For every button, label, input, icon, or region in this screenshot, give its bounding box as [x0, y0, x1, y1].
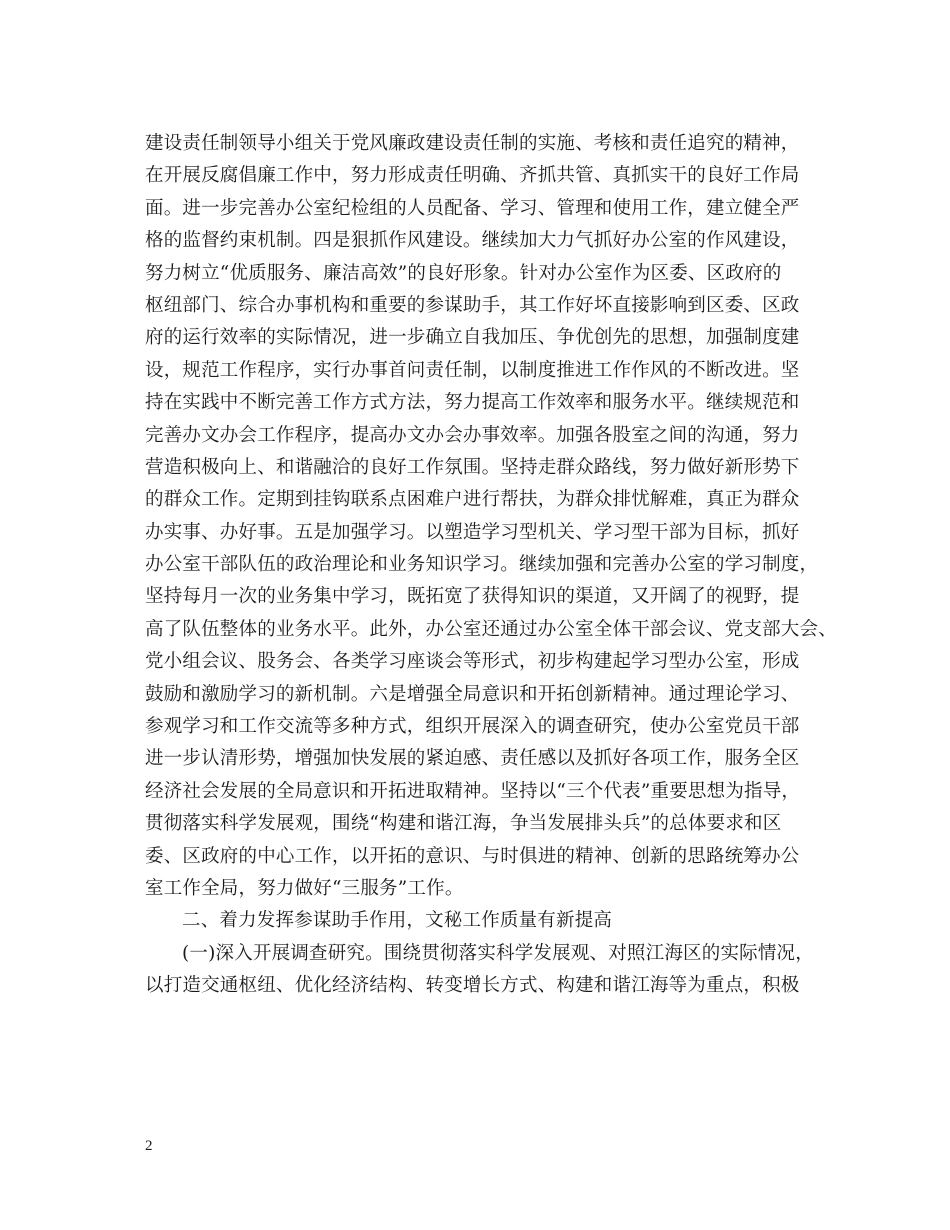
- body-line: 高了队伍整体的业务水平。此外，办公室还通过办公室全体干部会议、党支部大会、: [145, 618, 837, 640]
- body-line: 持在实践中不断完善工作方式方法，努力提高工作效率和服务水平。继续规范和: [145, 392, 800, 414]
- body-line: 鼓励和激励学习的新机制。六是增强全局意识和开拓创新精神。通过理论学习、: [145, 683, 800, 705]
- body-line: 贯彻落实科学发展观，围绕“构建和谐江海，争当发展排头兵”的总体要求和区: [145, 813, 782, 835]
- body-line: 努力树立“优质服务、廉洁高效”的良好形象。针对办公室作为区委、区政府的: [145, 262, 782, 284]
- body-line: 在开展反腐倡廉工作中，努力形成责任明确、齐抓共管、真抓实干的良好工作局: [145, 165, 800, 187]
- body-line: 营造积极向上、和谐融洽的良好工作氛围。坚持走群众路线，努力做好新形势下: [145, 456, 800, 478]
- body-line: 建设责任制领导小组关于党风廉政建设责任制的实施、考核和责任追究的精神，: [145, 133, 800, 154]
- body-line: 枢纽部门、综合办事机构和重要的参谋助手，其工作好坏直接影响到区委、区政: [145, 294, 800, 316]
- body-line: 完善办文办会工作程序，提高办文办会办事效率。加强各股室之间的沟通，努力: [145, 424, 800, 446]
- body-line: 党小组会议、股务会、各类学习座谈会等形式，初步构建起学习型办公室，形成: [145, 651, 800, 673]
- body-line: 参观学习和工作交流等多种方式，组织开展深入的调查研究，使办公室党员干部: [145, 716, 800, 738]
- document-body: [145, 128, 837, 1003]
- body-line: 室工作全局，努力做好“三服务”工作。: [145, 877, 464, 899]
- body-line: 格的监督约束机制。四是狠抓作风建设。继续加大力气抓好办公室的作风建设，: [145, 230, 800, 252]
- section-heading: 二、着力发挥参谋助手作用，文秘工作质量有新提高: [182, 910, 613, 932]
- body-line: 的群众工作。定期到挂钩联系点困难户进行帮扶，为群众排忧解难，真正为群众: [145, 489, 800, 511]
- body-line: 进一步认清形势，增强加快发展的紧迫感、责任感以及抓好各项工作，服务全区: [145, 748, 800, 770]
- body-line: 办公室干部队伍的政治理论和业务知识学习。继续加强和完善办公室的学习制度，: [145, 554, 819, 576]
- subsection-line: 以打造交通枢纽、优化经济结构、转变增长方式、构建和谐江海等为重点，积极: [145, 975, 800, 997]
- body-line: 经济社会发展的全局意识和开拓进取精神。坚持以“三个代表”重要思想为指导，: [145, 780, 801, 802]
- body-line: 府的运行效率的实际情况，进一步确立自我加压、争优创先的思想，加强制度建: [145, 327, 800, 349]
- body-line: 面。进一步完善办公室纪检组的人员配备、学习、管理和使用工作，建立健全严: [145, 197, 800, 219]
- body-line: 坚持每月一次的业务集中学习，既拓宽了获得知识的渠道，又开阔了的视野，提: [145, 586, 800, 608]
- body-line: 办实事、办好事。五是加强学习。以塑造学习型机关、学习型干部为目标，抓好: [145, 521, 800, 543]
- subsection-line: (一)深入开展调查研究。围绕贯彻落实科学发展观、对照江海区的实际情况，: [182, 942, 814, 964]
- page-number: 2: [145, 1138, 153, 1154]
- body-line: 设，规范工作程序，实行办事首问责任制，以制度推进工作作风的不断改进。坚: [145, 359, 800, 381]
- body-line: 委、区政府的中心工作，以开拓的意识、与时俱进的精神、创新的思路统筹办公: [145, 845, 800, 867]
